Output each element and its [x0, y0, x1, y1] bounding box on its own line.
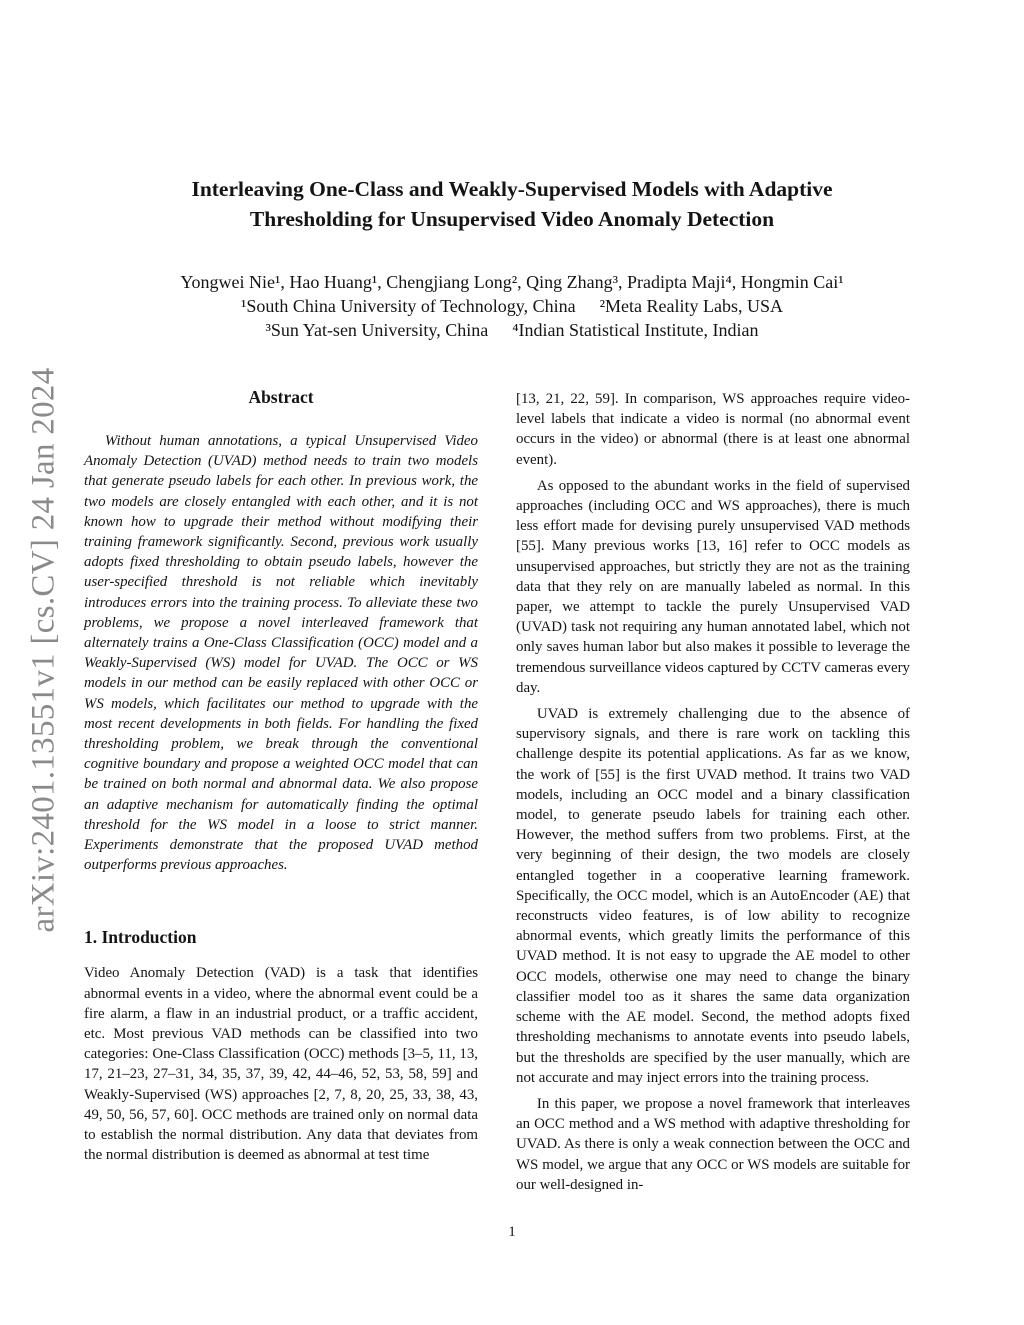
author-block [80, 270, 944, 342]
left-column [84, 385, 478, 1166]
arxiv-sidebar [0, 0, 80, 1325]
arxiv-identifier: arXiv:2401.13551v1 [cs.CV] 24 Jan 2024 [25, 367, 62, 933]
right-column [516, 389, 910, 1195]
affiliation-4: ⁴Indian Statistical Institute, Indian [512, 320, 759, 340]
page-number: 1 [508, 1224, 516, 1240]
title-line-1: Interleaving One-Class and Weakly-Supervised Models with Adaptive [191, 177, 833, 201]
right-paragraph-2: UVAD is extremely challenging due to the absence of supervisory signals, and there is rare work on tackling this challenge despite its potential applications. As far as we know, the work of [55] is the first UVAD method. It trains two VAD models, including an OCC model and a binary classification model, to generate pseudo labels for training each other. However, the method suffers from two problems. First, at the very beginning of their design, the two models are closely entangled together in a cooperative learning framework. Specifically, the OCC model, which is an AutoEncoder (AE) that reconstructs video features, is of low ability to recognize abnormal events, which greatly limits the performance of this UVAD method. It is not easy to upgrade the AE model to other OCC models, otherwise one may need to change the binary classifier model too as it shares the same data organization scheme with the AE model. Second, the method adopts fixed thresholding mechanisms to annotate events into pseudo labels, but the thresholds are specified by the user manually, which are not accurate and may inject errors into the training process. [516, 706, 910, 1086]
affiliation-line-2 [80, 318, 944, 342]
affiliation-1: ¹South China University of Technology, China [241, 296, 576, 316]
right-paragraph-1: As opposed to the abundant works in the field of supervised approaches (including OCC and WS approaches), there is much less effort made for devising purely unsupervised VAD methods [55]. Many previous works [13, 16] refer to OCC models as unsupervised approaches, but strictly they are not as the training data that they rely on are manually labeled as normal. In this paper, we attempt to tackle the purely Unsupervised VAD (UVAD) task not requiring any human annotated label, which not only saves human labor but also makes it possible to leverage the tremendous surveillance videos captured by CCTV cameras every day. [516, 477, 910, 696]
abstract-text: Without human annotations, a typical Unsupervised Video Anomaly Detection (UVAD) method needs to train two models that generate pseudo labels for each other. In previous work, the two models are closely entangled with each other, and it is not known how to upgrade their method without modifying their training framework significantly. Second, previous work usually adopts fixed thresholding to obtain pseudo labels, however the user-specified threshold is not reliable which inevitably introduces errors into the training process. To alleviate these two problems, we propose a novel interleaved framework that alternately trains a One-Class Classification (OCC) model and a Weakly-Supervised (WS) model for UVAD. The OCC or WS models in our method can be easily replaced with other OCC or WS models, which facilitates our method to upgrade with the most recent developments in both fields. For handling the fixed thresholding problem, we break through the conventional cognitive boundary and propose a weighted OCC model that can be trained on both normal and abnormal data. We also propose an adaptive mechanism for automatically finding the optimal threshold for the WS model in a loose to strict manner. Experiments demonstrate that the proposed UVAD method outperforms previous approaches. [84, 433, 478, 874]
right-paragraph-3: In this paper, we propose a novel framework that interleaves an OCC method and a WS method with adaptive thresholding for UVAD. As there is only a weak connection between the OCC and WS model, we argue that any OCC or WS models are suitable for our well-designed in- [516, 1095, 910, 1193]
affiliation-2: ²Meta Reality Labs, USA [599, 296, 783, 316]
abstract-heading: Abstract [248, 387, 314, 407]
affiliation-line-1 [80, 294, 944, 318]
affiliation-3: ³Sun Yat-sen University, China [265, 320, 489, 340]
introduction-heading: 1. Introduction [84, 927, 197, 948]
paper-title [100, 174, 924, 234]
title-line-2: Thresholding for Unsupervised Video Anomaly Detection [249, 207, 775, 231]
intro-paragraph-1: Video Anomaly Detection (VAD) is a task that identifies abnormal events in a video, where the abnormal event could be a fire alarm, a flaw in an industrial product, or a traffic accident, etc. Most previous VAD methods can be classified into two categories: One-Class Classification (OCC) methods [3–5, 11, 13, 17, 21–23, 27–31, 34, 35, 37, 39, 42, 44–46, 52, 53, 58, 59] and Weakly-Supervised (WS) approaches [2, 7, 8, 20, 25, 33, 38, 43, 49, 50, 56, 57, 60]. OCC methods are trained only on normal data to establish the normal distribution. Any data that deviates from the normal distribution is deemed as abnormal at test time [84, 965, 478, 1164]
right-paragraph-continued: [13, 21, 22, 59]. In comparison, WS approaches require video-level labels that indicate a video is normal (no abnormal event occurs in the video) or abnormal (there is at least one abnormal event). [516, 391, 910, 468]
author-names: Yongwei Nie¹, Hao Huang¹, Chengjiang Long², Qing Zhang³, Pradipta Maji⁴, Hongmin Cai¹ [180, 272, 844, 292]
